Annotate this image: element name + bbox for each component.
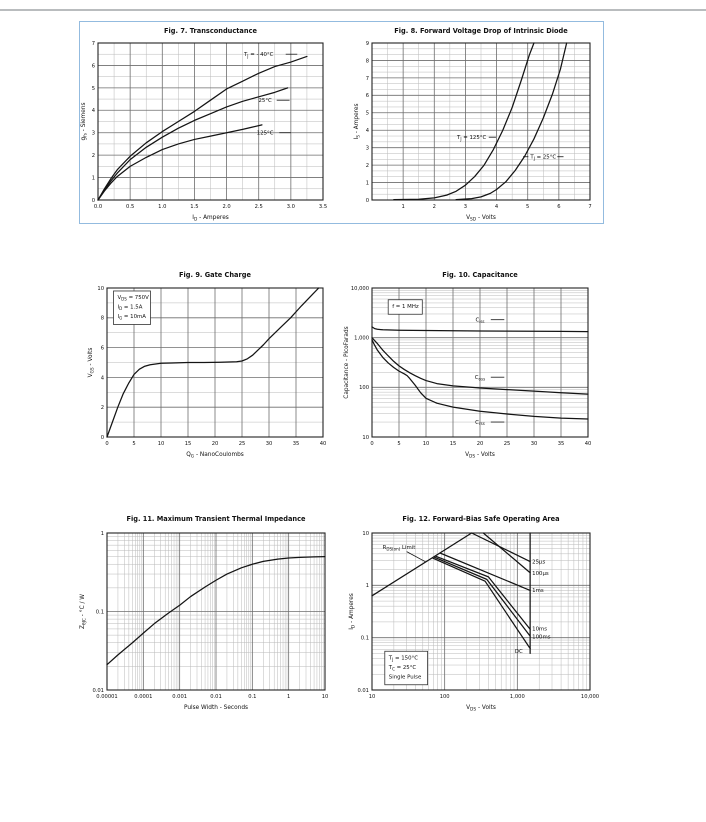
y-tick-label: 10 <box>362 530 369 537</box>
curve-label: 100µs <box>532 571 549 578</box>
x-tick-label: 15 <box>184 441 192 447</box>
y-tick-label: 1 <box>91 175 95 182</box>
y-tick-label: 10 <box>97 285 104 292</box>
fig11-chart <box>62 512 338 717</box>
curve-label: $C_{oss}$ <box>474 374 486 382</box>
y-tick-label: 0 <box>100 434 104 441</box>
series-tj-neg40 <box>98 56 307 200</box>
x-tick-label: 5 <box>526 204 530 210</box>
x-tick-label: 0 <box>105 441 109 447</box>
annotation-box-line: $T_J = 150^\circ C$ <box>388 655 418 662</box>
x-tick-label: 4 <box>494 204 499 210</box>
y-axis-title: $I_D$ - Amperes <box>349 593 357 630</box>
x-tick-label: 3.5 <box>318 204 328 210</box>
x-tick-label: 40 <box>319 441 327 447</box>
curve-label: $R_{DS(on)}$ Limit <box>382 545 416 552</box>
y-tick-label: 0.1 <box>360 635 369 642</box>
annotation-box-line: $I_G = 10mA$ <box>117 314 146 321</box>
annotation-box-line: $T_C = 25^\circ C$ <box>388 664 417 672</box>
x-tick-label: 20 <box>211 441 219 447</box>
y-tick-label: 9 <box>365 40 369 47</box>
fig12-title: Fig. 12. Forward-Bias Safe Operating Area <box>402 515 560 523</box>
series-pulse-100ms <box>434 557 530 636</box>
curve-label: 25°C <box>258 97 272 104</box>
x-tick-label: 2.0 <box>222 204 231 210</box>
annotation-box-line: f = 1 MHz <box>392 303 419 310</box>
curve-label: $T_J = 25^\circ C$ <box>530 154 557 161</box>
x-tick-label: 20 <box>476 441 484 447</box>
x-tick-label: 25 <box>238 441 246 447</box>
x-tick-label: 3.0 <box>286 204 295 210</box>
curve-label: $C_{iss}$ <box>475 317 485 324</box>
fig11-title: Fig. 11. Maximum Transient Thermal Impedance <box>126 515 306 523</box>
x-tick-label: 10,000 <box>580 694 600 700</box>
fig8-title: Fig. 8. Forward Voltage Drop of Intrinsic Diode <box>394 27 568 35</box>
x-tick-label: 1.5 <box>190 204 199 210</box>
y-tick-label: 5 <box>91 85 95 92</box>
x-tick-label: 15 <box>449 441 457 447</box>
fig9-chart <box>80 268 338 468</box>
x-axis-title: Pulse Width - Seconds <box>183 705 249 711</box>
y-axis-title: $I_S$ - Amperes <box>354 103 362 140</box>
fig10-chart <box>344 268 602 468</box>
x-tick-label: 0.0001 <box>134 694 153 700</box>
y-tick-label: 1,000 <box>354 335 369 342</box>
x-tick-label: 0 <box>370 441 374 447</box>
x-axis-title: $I_D$ - Amperes <box>192 215 229 223</box>
y-tick-label: 2 <box>91 153 95 160</box>
y-tick-label: 4 <box>91 108 95 115</box>
y-tick-label: 1 <box>100 530 104 537</box>
y-tick-label: 7 <box>91 40 95 47</box>
y-tick-label: 6 <box>365 93 369 100</box>
fig12-chart <box>344 512 606 717</box>
curve-label: $T_J$ = - 40°C <box>244 52 274 59</box>
x-axis-title: $V_{DS}$ - Volts <box>465 452 495 460</box>
y-tick-label: 0.01 <box>92 687 104 694</box>
fig9-title: Fig. 9. Gate Charge <box>179 271 251 279</box>
series-pulse-100us <box>483 533 530 573</box>
x-tick-label: 2 <box>432 204 436 210</box>
x-tick-label: 5 <box>132 441 136 447</box>
series-dc <box>433 558 530 648</box>
y-tick-label: 0 <box>91 197 95 204</box>
x-tick-label: 6 <box>557 204 561 210</box>
x-tick-label: 30 <box>265 441 273 447</box>
y-tick-label: 100 <box>359 385 369 392</box>
x-tick-label: 0.001 <box>172 694 188 700</box>
y-tick-label: 10,000 <box>350 285 369 292</box>
y-tick-label: 10 <box>362 434 369 441</box>
y-tick-label: 0.1 <box>95 609 104 616</box>
y-tick-label: 1 <box>365 583 369 590</box>
fig10-title: Fig. 10. Capacitance <box>442 271 518 279</box>
x-tick-label: 1 <box>401 204 405 210</box>
y-axis-title: $Z_{\theta JC} - ^\circ C$ / W <box>80 593 88 630</box>
x-tick-label: 0.00001 <box>96 694 118 700</box>
x-tick-label: 0.1 <box>248 694 257 700</box>
x-tick-label: 3 <box>463 204 468 210</box>
x-tick-label: 25 <box>503 441 511 447</box>
y-tick-label: 1 <box>365 180 369 187</box>
y-tick-label: 5 <box>365 110 369 117</box>
x-tick-label: 30 <box>530 441 538 447</box>
y-axis-title: $V_{GS}$ - Volts <box>88 347 96 378</box>
x-tick-label: 0.01 <box>210 694 222 700</box>
curve-label: DC <box>514 649 523 656</box>
x-tick-label: 2.5 <box>254 204 263 210</box>
y-tick-label: 0.01 <box>357 687 369 694</box>
y-tick-label: 3 <box>91 130 95 137</box>
y-tick-label: 2 <box>100 405 104 412</box>
annotation-box-line: $I_D = 1.5A$ <box>117 304 143 312</box>
x-tick-label: 35 <box>292 441 300 447</box>
curve-label: $T_J = 125^\circ C$ <box>457 135 487 142</box>
series-pulse-1ms <box>441 553 531 590</box>
page-top-rule <box>0 9 706 11</box>
x-tick-label: 10 <box>368 694 376 700</box>
x-tick-label: 10 <box>157 441 165 447</box>
curve-label: 100ms <box>532 634 551 641</box>
curve-label: 1ms <box>532 588 544 595</box>
annotation-box-line: $V_{DS} = 750V$ <box>117 295 149 302</box>
fig7-chart <box>80 24 338 222</box>
fig8-chart <box>350 24 602 222</box>
y-tick-label: 0 <box>365 197 369 204</box>
curve-label: $C_{rss}$ <box>475 419 485 427</box>
x-tick-label: 10 <box>422 441 430 447</box>
y-tick-label: 4 <box>365 128 369 135</box>
x-tick-label: 0.5 <box>126 204 135 210</box>
curve-label: 125°C <box>256 130 274 137</box>
y-tick-label: 6 <box>91 63 95 70</box>
y-tick-label: 3 <box>365 145 369 152</box>
x-tick-label: 10 <box>321 694 329 700</box>
curve-label: 25µs <box>532 559 546 566</box>
x-tick-label: 5 <box>397 441 401 447</box>
y-tick-label: 7 <box>365 75 369 82</box>
y-tick-label: 6 <box>100 345 104 352</box>
x-tick-label: 40 <box>584 441 592 447</box>
x-tick-label: 0.0 <box>93 204 103 210</box>
x-tick-label: 1.0 <box>158 204 167 210</box>
y-tick-label: 8 <box>365 58 369 65</box>
y-tick-label: 8 <box>100 315 104 322</box>
x-tick-label: 7 <box>588 204 592 210</box>
y-axis-title: $g_{fs}$ - Siemens <box>81 102 89 141</box>
y-tick-label: 4 <box>100 375 104 382</box>
x-tick-label: 100 <box>439 694 450 700</box>
annotation-box-line: Single Pulse <box>388 674 422 681</box>
x-tick-label: 1,000 <box>509 694 525 700</box>
y-axis-title: Capacitance - PicoFarads <box>344 326 350 399</box>
y-tick-label: 2 <box>365 163 369 170</box>
fig7-title: Fig. 7. Transconductance <box>164 27 257 35</box>
x-tick-label: 35 <box>557 441 565 447</box>
x-axis-title: $V_{SD}$ - Volts <box>466 215 496 223</box>
x-axis-title: $Q_G$ - NanoCoulombs <box>186 452 244 460</box>
x-tick-label: 1 <box>287 694 291 700</box>
x-axis-title: $V_{DS}$ - Volts <box>466 705 496 713</box>
curve-label: 10ms <box>532 626 548 633</box>
